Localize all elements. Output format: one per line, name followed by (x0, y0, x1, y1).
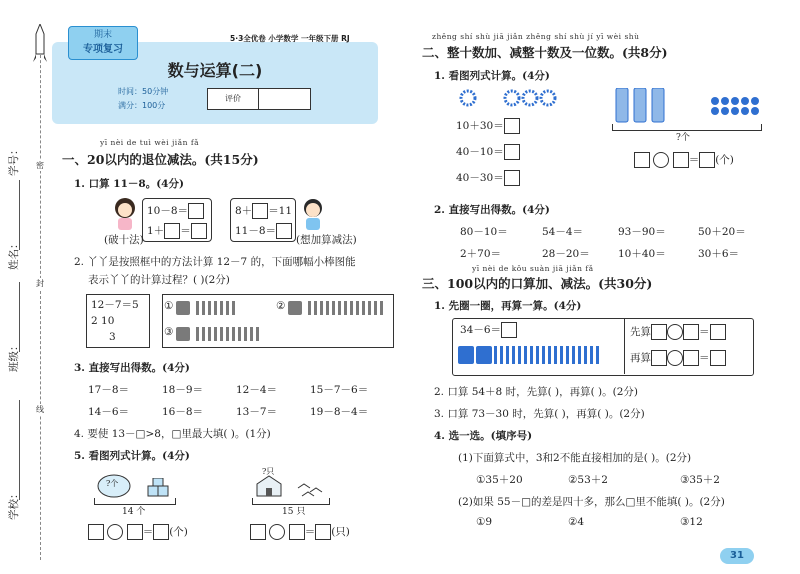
s1-title: 一、20以内的退位减法。(共15分) (62, 152, 259, 167)
q3-item: 16－8＝ (162, 406, 204, 418)
answer-box[interactable] (276, 223, 292, 239)
answer-box[interactable] (683, 324, 699, 340)
student-id-label: 学号： (8, 144, 20, 176)
class-label: 班级： (8, 340, 20, 372)
s3-q1-first: 先算 ＝ (630, 324, 726, 340)
s2-q2-item: 10＋40＝ (618, 248, 666, 260)
answer-box[interactable] (501, 322, 517, 338)
q2-rest: 3 (109, 331, 116, 343)
sticks-icon (176, 326, 266, 345)
answer-box[interactable] (710, 324, 726, 340)
s2-q2: 2. 直接写出得数。(4分) (434, 204, 550, 216)
answer-box[interactable] (252, 203, 268, 219)
q5-left-label: ?个 (106, 479, 119, 488)
s3-q2: 2. 口算 54＋8 时，先算( )，再算( )。(2分) (434, 386, 639, 398)
q3-item: 17－8＝ (88, 384, 130, 396)
q1-right-label: (想加算减法) (296, 234, 357, 246)
time-info: 时间：50分钟 (118, 87, 169, 96)
q3-item: 13－7＝ (236, 406, 278, 418)
q1-eq1: 10－8＝ (147, 205, 189, 217)
score-info: 满分：100分 (118, 101, 166, 110)
s2-q1-eq: 40－10＝ (456, 144, 520, 160)
s2-q2-item: 2＋70＝ (460, 248, 502, 260)
name-label: 姓名： (8, 238, 20, 270)
s3-q1-eq: 34－6＝ (460, 322, 517, 338)
q4-2-option[interactable]: ③12 (680, 516, 703, 528)
q5-left-total: 14 个 (122, 507, 146, 517)
operator-circle[interactable] (107, 524, 123, 540)
answer-box[interactable] (504, 170, 520, 186)
binding-line (40, 40, 41, 560)
q5-right-label: ?只 (262, 467, 275, 476)
sticks-icon (176, 300, 260, 319)
s3-q1: 1. 先圈一圈，再算一算。(4分) (434, 300, 582, 312)
banner-badge (68, 26, 138, 60)
s1-pinyin: yī nèi de tuì wèi jiǎn fǎ (100, 138, 200, 147)
q2-eq: 12－7＝5 (91, 299, 139, 311)
answer-box[interactable] (710, 350, 726, 366)
operator-circle[interactable] (667, 324, 683, 340)
q3-item: 18－9＝ (162, 384, 204, 396)
q2-option-1[interactable]: ① (164, 300, 174, 312)
answer-box[interactable] (164, 223, 180, 239)
q1-right-frame: 8＋ ＝11 11－8＝ (230, 198, 296, 242)
boy-icon (298, 196, 328, 234)
eval-blank[interactable] (259, 89, 310, 109)
answer-box[interactable] (651, 350, 667, 366)
q3-item: 19－8－4＝ (310, 406, 369, 418)
answer-box[interactable] (188, 203, 204, 219)
s1-q2-line2: 表示丫丫的计算过程？( )(2分) (88, 274, 230, 286)
seal-mi: 密 (36, 161, 44, 170)
q2-method-box (86, 294, 150, 348)
answer-box[interactable] (191, 223, 207, 239)
q5-right-equation: ＝ (只) (250, 524, 350, 540)
s3-q4-2: (2)如果 55－□的差是四十多，那么□里不能填( )。(2分) (458, 496, 725, 508)
q5-right-total: 15 只 (282, 507, 306, 517)
s2-q2-item: 30＋6＝ (698, 248, 740, 260)
q3-item: 15－7－6＝ (310, 384, 369, 396)
q4-2-option[interactable]: ②4 (568, 516, 585, 528)
s2-q1-right-equation: ＝ (个) (634, 152, 734, 168)
operator-circle[interactable] (269, 524, 285, 540)
q1-left-frame: 10－8＝ 1＋ ＝ (142, 198, 212, 242)
answer-box[interactable] (699, 152, 715, 168)
s2-q2-item: 50＋20＝ (698, 226, 746, 238)
name-blank[interactable] (19, 180, 20, 250)
s1-q3: 3. 直接写出得数。(4分) (74, 362, 190, 374)
answer-box[interactable] (683, 350, 699, 366)
q4-2-option[interactable]: ①9 (476, 516, 493, 528)
s3-q4: 4. 选一选。(填序号) (434, 430, 533, 442)
answer-box[interactable] (315, 524, 331, 540)
girl-icon (110, 196, 140, 234)
eval-label: 评价 (208, 89, 259, 109)
q2-split: 2 10 (91, 315, 115, 327)
q2-option-2[interactable]: ② (276, 300, 286, 312)
q4-1-option[interactable]: ②53＋2 (568, 474, 608, 486)
q3-item: 12－4＝ (236, 384, 278, 396)
operator-circle[interactable] (667, 350, 683, 366)
s2-q2-item: 54－4＝ (542, 226, 584, 238)
s2-title: 二、整十数加、减整十数及一位数。(共8分) (422, 45, 668, 60)
s1-q4: 4. 要使 13－□>8，□里最大填( )。(1分) (74, 428, 271, 440)
answer-box[interactable] (634, 152, 650, 168)
answer-box[interactable] (153, 524, 169, 540)
s2-q1-eq: 40－30＝ (456, 170, 520, 186)
s2-q2-item: 93－90＝ (618, 226, 666, 238)
answer-box[interactable] (651, 324, 667, 340)
s3-q1-then: 再算 ＝ (630, 350, 726, 366)
rocket-icon (33, 24, 47, 68)
q5-left-equation: ＝ (个) (88, 524, 188, 540)
banner-line1: 期末 (93, 30, 112, 40)
frame-divider (624, 318, 625, 374)
q1-eq4: 11－8＝ (235, 225, 277, 237)
s3-q3: 3. 口算 73－30 时，先算( )，再算( )。(2分) (434, 408, 645, 420)
seal-feng: 封 (36, 279, 44, 288)
operator-circle[interactable] (653, 152, 669, 168)
book-info: 5·3全优卷 小学数学 一年级下册 RJ (230, 34, 350, 43)
page-title: 数与运算(二) (167, 61, 263, 80)
class-blank[interactable] (19, 282, 20, 352)
q4-1-option[interactable]: ③35＋2 (680, 474, 720, 486)
rings-icon (458, 88, 578, 112)
answer-box[interactable] (289, 524, 305, 540)
answer-box[interactable] (504, 144, 520, 160)
q2-option-3[interactable]: ③ (164, 326, 174, 338)
s1-q1: 1. 口算 11－8。(4分) (74, 178, 184, 190)
q1-eq2: 1＋ (147, 225, 165, 237)
q1-left-label: (破十法) (104, 234, 144, 246)
dots-icon (710, 96, 760, 120)
answer-box[interactable] (673, 152, 689, 168)
counter-tubes-icon (614, 88, 674, 128)
s3-title: 三、100以内的口算加、减法。(共30分) (422, 276, 653, 291)
s3-q4-1: (1)下面算式中，3和2不能直接相加的是( )。(2分) (458, 452, 692, 464)
q3-item: 14－6＝ (88, 406, 130, 418)
q1-eq3: 8＋ (235, 205, 253, 217)
s1-q5: 5. 看图列式计算。(4分) (74, 450, 190, 462)
answer-box[interactable] (504, 118, 520, 134)
sticks-bundle-icon (458, 346, 618, 370)
school-blank[interactable] (19, 400, 20, 500)
page-number: 31 (720, 548, 754, 564)
banner-line2: 专项复习 (83, 44, 123, 55)
answer-box[interactable] (127, 524, 143, 540)
s2-q1-eq: 10＋30＝ (456, 118, 520, 134)
s2-pinyin: zhěng shí shù jiā jiǎn zhěng shí shù jí yī wèi shù (432, 32, 640, 41)
sticks-icon (288, 300, 388, 319)
s2-q2-item: 80－10＝ (460, 226, 508, 238)
s3-pinyin: yī nèi de kǒu suàn jiā jiǎn fǎ (472, 264, 594, 273)
s2-q2-item: 28－20＝ (542, 248, 590, 260)
seal-xian: 线 (36, 405, 44, 414)
q4-1-option[interactable]: ①35＋20 (476, 474, 523, 486)
answer-box[interactable] (88, 524, 104, 540)
s2-q1-right-label: ?个 (676, 133, 690, 143)
s2-q1: 1. 看图列式计算。(4分) (434, 70, 550, 82)
school-label: 学校： (8, 488, 20, 520)
s1-q2-line1: 2. 丫丫是按照框中的方法计算 12－7 的，下面哪幅小棒图能 (74, 256, 356, 268)
answer-box[interactable] (250, 524, 266, 540)
eval-table (207, 88, 311, 110)
